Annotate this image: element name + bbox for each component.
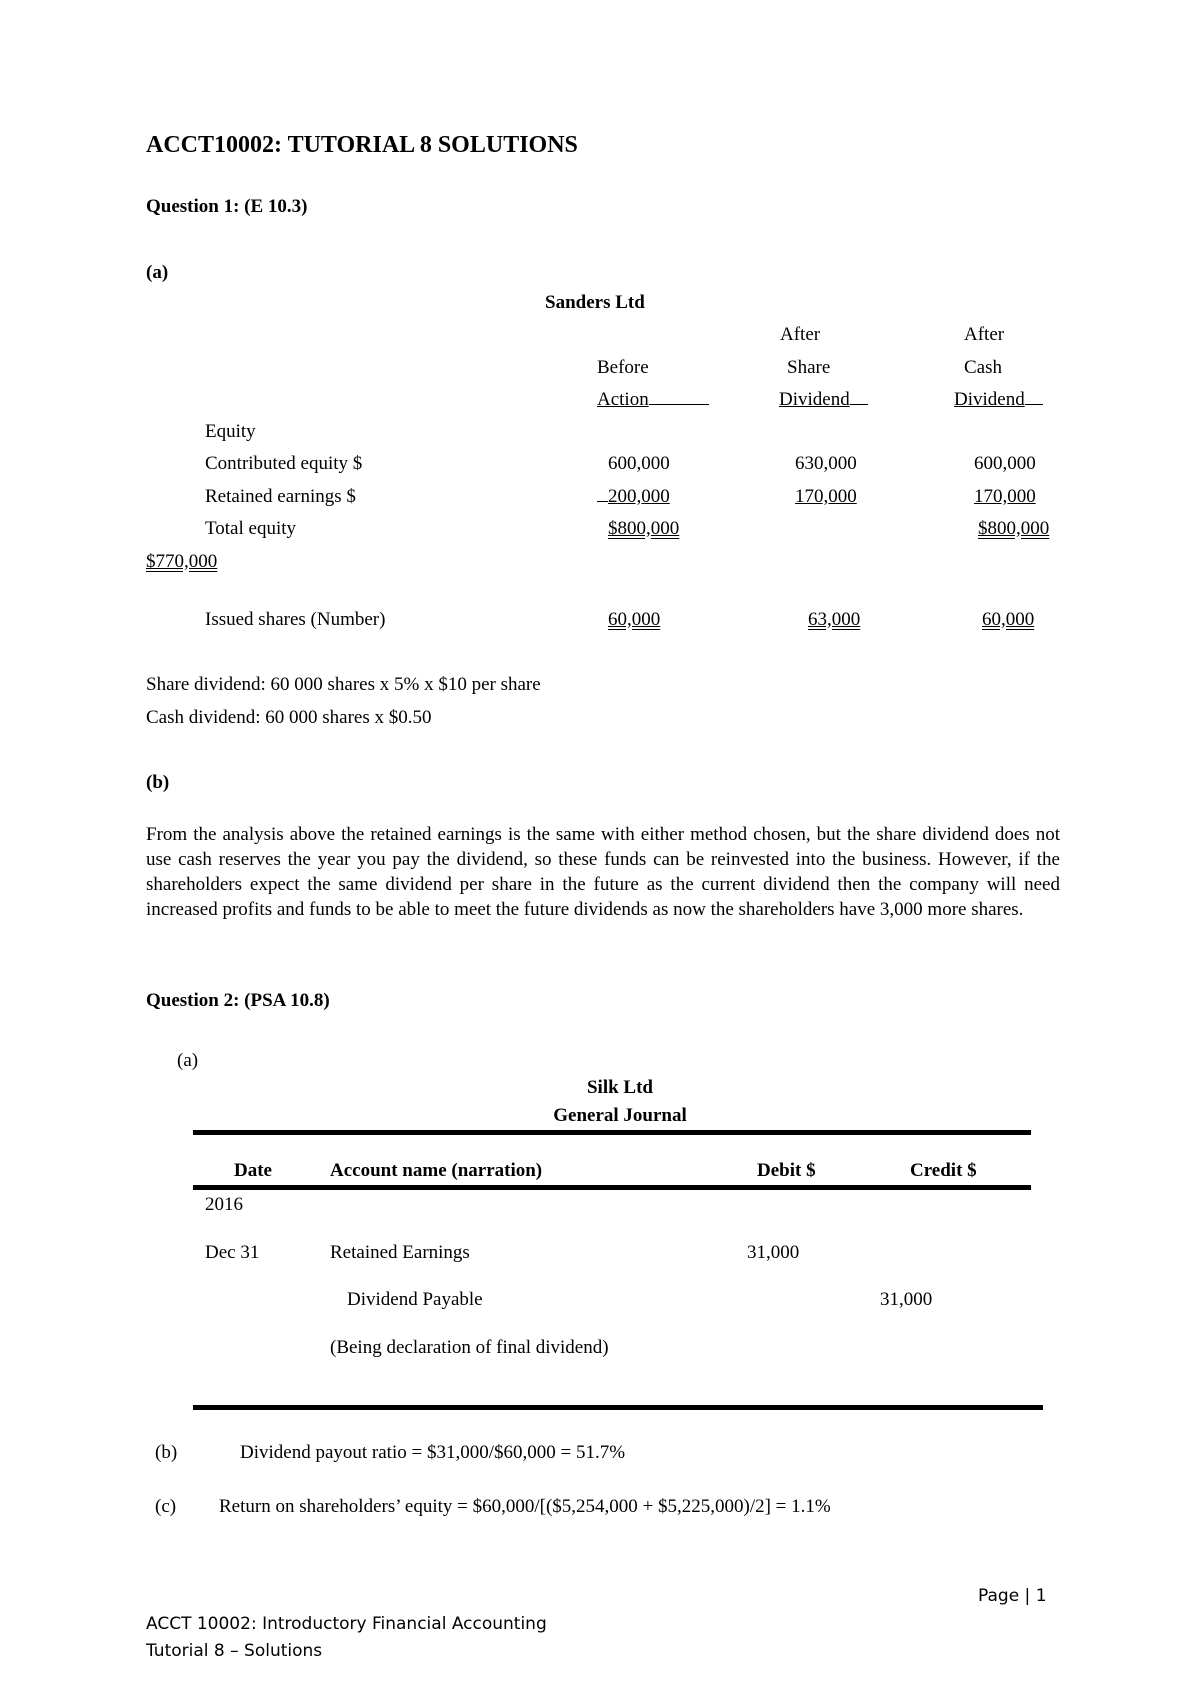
return-on-equity: Return on shareholders’ equity = $60,000/[($5,254,000 + $5,225,000)/2] = 1.1% <box>219 1496 831 1517</box>
cell: 60,000 <box>982 609 1035 630</box>
col-header-2-line3 <box>779 389 868 411</box>
cell: 170,000 <box>974 486 1036 507</box>
cell-text: 200,000 <box>608 486 670 507</box>
col-header-text: Dividend <box>779 389 850 410</box>
cell: $770,000 <box>146 551 218 572</box>
row-label: Issued shares (Number) <box>205 609 386 630</box>
part-a-label: (a) <box>146 262 169 283</box>
entry-account: Dividend Payable <box>347 1289 483 1310</box>
col-header-3-line3 <box>954 389 1043 411</box>
col-header-text: Dividend <box>954 389 1025 410</box>
footer-course: ACCT 10002: Introductory Financial Accounting <box>146 1614 547 1634</box>
part-b-label: (b) <box>155 1442 178 1463</box>
col-header-1-line3 <box>597 389 721 411</box>
equity-section-label: Equity <box>205 421 256 442</box>
cell: $800,000 <box>978 518 1050 539</box>
journal-title: General Journal <box>553 1105 687 1126</box>
cell <box>597 486 670 508</box>
row-label: Contributed equity $ <box>205 453 363 474</box>
entry-narration: (Being declaration of final dividend) <box>330 1337 609 1358</box>
row-label: Retained earnings $ <box>205 486 356 507</box>
journal-company: Silk Ltd <box>586 1077 653 1098</box>
col-date: Date <box>234 1160 272 1181</box>
entry-debit: 31,000 <box>747 1242 800 1263</box>
cell: $800,000 <box>608 518 680 539</box>
col-credit: Credit $ <box>910 1160 977 1181</box>
col-header-2-line2: Share <box>787 357 831 378</box>
part-c-label: (c) <box>155 1496 177 1517</box>
q2-part-a-label: (a) <box>177 1050 199 1071</box>
header-rule <box>193 1185 1031 1190</box>
col-header-2-line1: After <box>780 324 821 345</box>
entry-credit: 31,000 <box>880 1289 933 1310</box>
page-title: ACCT10002: TUTORIAL 8 SOLUTIONS <box>146 132 578 158</box>
col-account: Account name (narration) <box>330 1160 543 1181</box>
entry-date: Dec 31 <box>205 1242 260 1263</box>
journal-year: 2016 <box>205 1194 243 1215</box>
note: Share dividend: 60 000 shares x 5% x $10 per share <box>146 674 541 695</box>
question-1-heading: Question 1: (E 10.3) <box>146 196 308 217</box>
row-label: Total equity <box>205 518 297 539</box>
part-b-label: (b) <box>146 772 170 793</box>
question-2-heading: Question 2: (PSA 10.8) <box>146 990 330 1011</box>
page-number: Page | 1 <box>978 1586 1047 1606</box>
col-header-3-line2: Cash <box>964 357 1002 378</box>
col-header-1-line2: Before <box>597 357 649 378</box>
payout-ratio: Dividend payout ratio = $31,000/$60,000 = 51.7% <box>240 1442 626 1463</box>
table-bottom-rule <box>193 1405 1043 1410</box>
cell: 600,000 <box>608 453 670 474</box>
table-top-rule <box>193 1130 1031 1135</box>
cell: 630,000 <box>795 453 857 474</box>
note: Cash dividend: 60 000 shares x $0.50 <box>146 707 432 728</box>
cell: 600,000 <box>974 453 1036 474</box>
entry-account: Retained Earnings <box>330 1242 470 1263</box>
company-name: Sanders Ltd <box>545 292 645 313</box>
footer-tutorial: Tutorial 8 – Solutions <box>146 1641 323 1661</box>
cell: 63,000 <box>808 609 861 630</box>
col-header-3-line1: After <box>964 324 1005 345</box>
col-header-text: Action <box>597 389 649 410</box>
cell: 170,000 <box>795 486 857 507</box>
cell: 60,000 <box>608 609 661 630</box>
analysis-paragraph: From the analysis above the retained earnings is the same with either method chosen, but the share dividend does not use cash reserves the year you pay the dividend, so these funds can be reinvested into the business. However, if the shareholders expect the same dividend per share in the future as the current dividend then the company will need increased profits and funds to be able to meet the future dividends as now the shareholders have 3,000 more shares. <box>146 824 1060 920</box>
col-debit: Debit $ <box>757 1160 816 1181</box>
